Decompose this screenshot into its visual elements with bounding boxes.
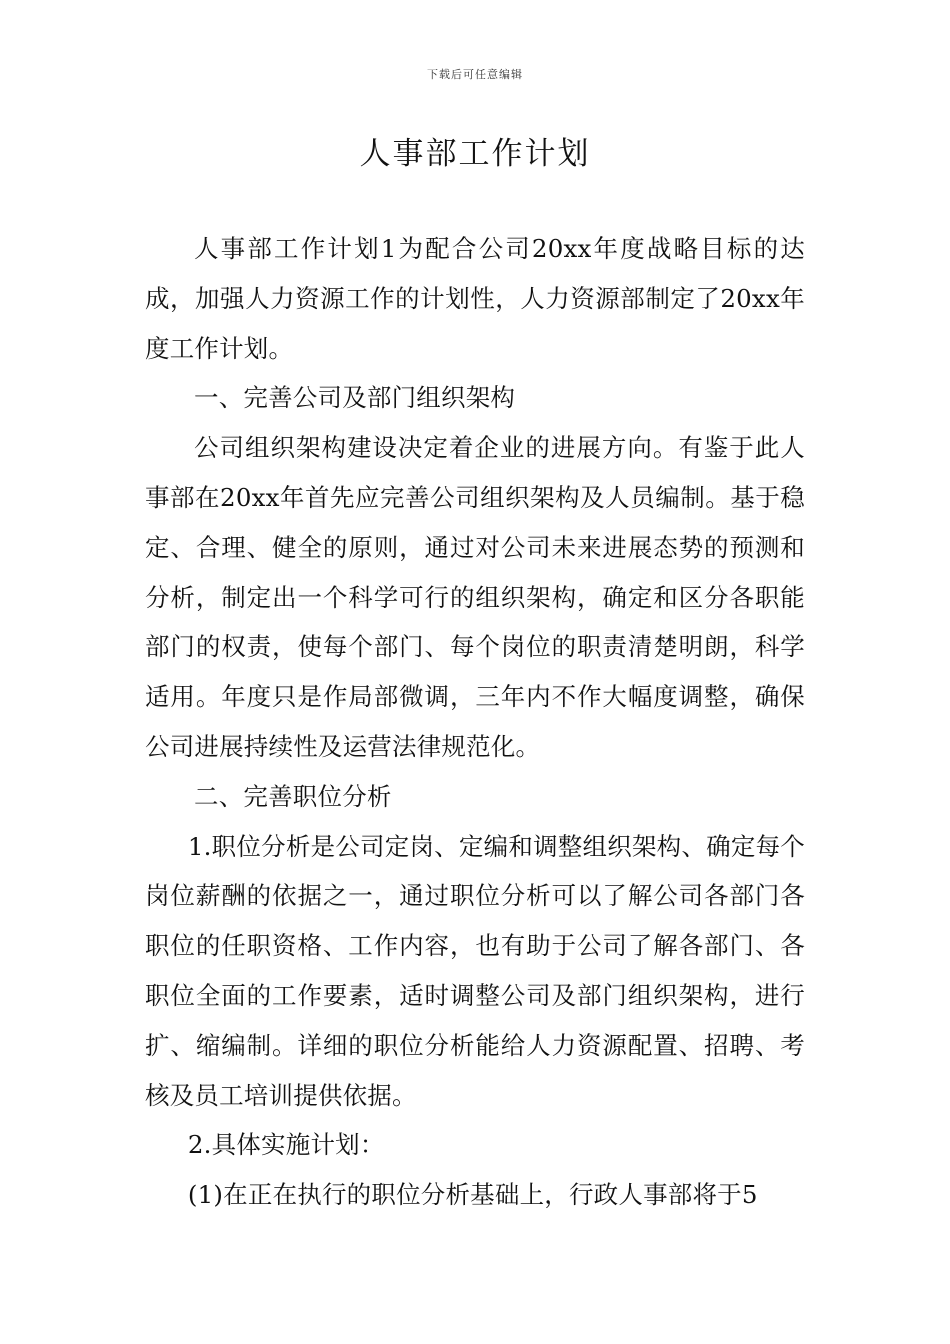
header-note: 下载后可任意编辑 <box>427 68 523 81</box>
paragraph-plan-item-1: (1)在正在执行的职位分析基础上，行政人事部将于5 <box>187 1180 758 1210</box>
document-body <box>145 224 805 1220</box>
paragraph-implementation-plan: 2.具体实施计划： <box>187 1130 385 1160</box>
paragraph-intro: 人事部工作计划1为配合公司20xx年度战略目标的达成，加强人力资源工作的计划性，人力资源部制定了20xx年度工作计划。 <box>145 234 805 363</box>
section-heading-1: 一、完善公司及部门组织架构 <box>194 383 516 413</box>
page-title: 人事部工作计划 <box>359 136 591 172</box>
section-heading-2: 二、完善职位分析 <box>194 781 392 811</box>
paragraph-job-analysis: 1.职位分析是公司定岗、定编和调整组织架构、确定每个岗位薪酬的依据之一，通过职位分析可以了解公司各部门各职位的任职资格、工作内容，也有助于公司了解各部门、各职位全面的工作要素，适时调整公司及部门组织架构，进行扩、缩编制。详细的职位分析能给人力资源配置、招聘、考核及员工培训提供依据。 <box>145 831 805 1110</box>
paragraph-org-structure: 公司组织架构建设决定着企业的进展方向。有鉴于此人事部在20xx年首先应完善公司组织架构及人员编制。基于稳定、合理、健全的原则，通过对公司未来进展态势的预测和分析，制定出一个科学可行的组织架构，确定和区分各职能部门的权责，使每个部门、每个岗位的职责清楚明朗，科学适用。年度只是作局部微调，三年内不作大幅度调整，确保公司进展持续性及运营法律规范化。 <box>145 433 805 761</box>
